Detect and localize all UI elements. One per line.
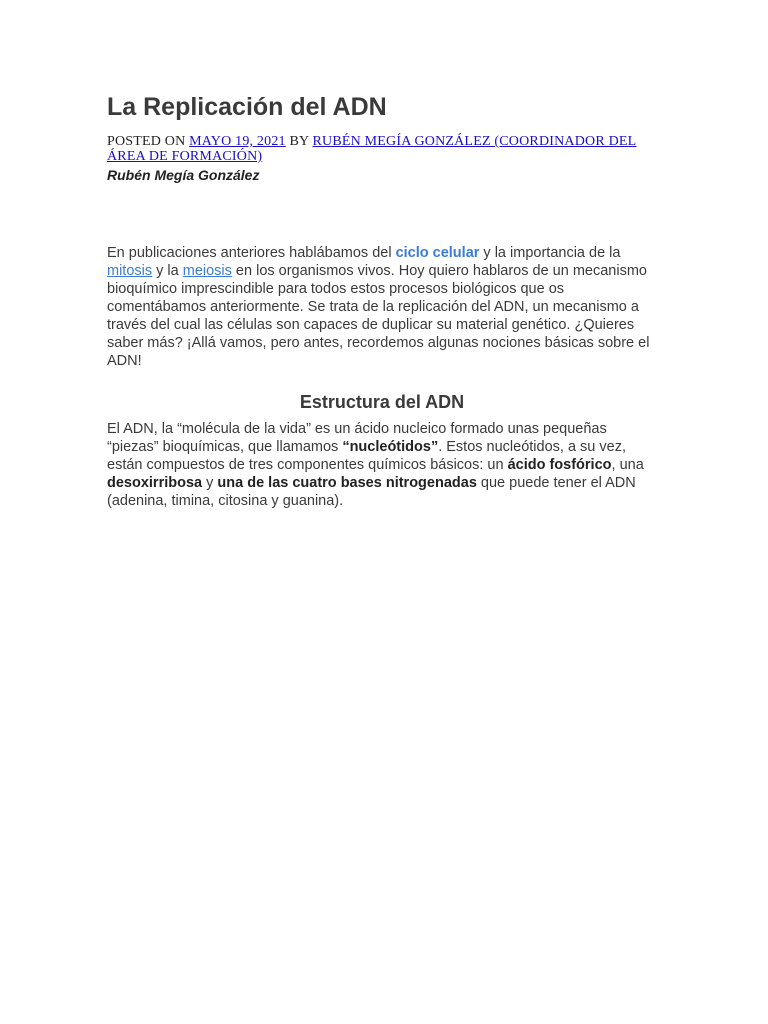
intro-paragraph — [107, 244, 657, 370]
section-text-3: , una — [611, 457, 644, 473]
intro-text-3: y la — [152, 263, 183, 279]
bold-nucleotidos: “nucleótidos” — [342, 439, 439, 455]
intro-text-2: y la importancia de la — [479, 245, 621, 261]
section-heading: Estructura del ADN — [299, 392, 465, 412]
bold-desoxirribosa: desoxirribosa — [107, 475, 203, 491]
author-link[interactable]: RUBÉN MEGÍA GONZÁLEZ (COORDINADOR DEL ÁREA DE FORMACIÓN) — [107, 134, 637, 164]
section-text-5: que puede tener el ADN (adenina, timina, citosina y guanina). — [107, 475, 636, 509]
section-paragraph — [107, 420, 657, 510]
section-text-4: y — [202, 475, 218, 491]
ciclo-celular-link[interactable]: ciclo celular — [395, 245, 480, 261]
section-text-2: . Estos nucleótidos, a su vez, están compuestos de tres componentes químicos básicos: un — [107, 439, 626, 473]
page-title: La Replicación del ADN — [107, 93, 387, 121]
posted-on-label: POSTED ON — [107, 134, 186, 149]
meiosis-link[interactable]: meiosis — [182, 263, 232, 279]
author-name: Rubén Megía González — [107, 167, 260, 183]
intro-text-1: En publicaciones anteriores hablábamos del — [107, 245, 396, 261]
mitosis-link[interactable]: mitosis — [107, 263, 153, 279]
section-text-1: El ADN, la “molécula de la vida” es un ácido nucleico formado unas pequeñas “piezas” bioquímicas, que llamamos — [107, 421, 607, 455]
post-meta — [107, 134, 657, 164]
article — [107, 90, 657, 510]
intro-text-4: en los organismos vivos. Hoy quiero hablaros de un mecanismo bioquímico imprescindible para todos estos procesos biológicos que os comentábamos anteriormente. Se trata de la replicación del ADN, un mecanismo a través del cual las células son capaces de duplicar su material genético. ¿Quieres saber más? ¡Allá vamos, pero antes, recordemos algunas nociones básicas sobre el ADN! — [107, 263, 650, 369]
bold-bases-nitrogenadas: una de las cuatro bases nitrogenadas — [217, 475, 477, 491]
by-label: BY — [289, 134, 309, 149]
bold-acido-fosforico: ácido fosfórico — [507, 457, 612, 473]
post-date-link[interactable]: MAYO 19, 2021 — [189, 134, 286, 149]
